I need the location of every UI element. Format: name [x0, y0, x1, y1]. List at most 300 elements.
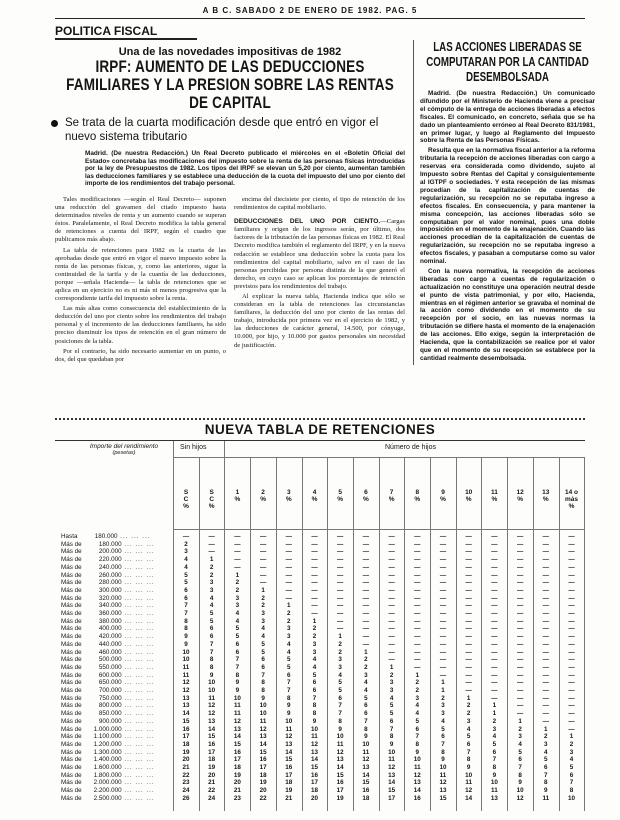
table-column-rule — [456, 457, 457, 811]
table-column-header: 6 % — [363, 489, 369, 503]
row-label-prefix: Más de — [61, 579, 82, 587]
table-cell: 1 — [235, 571, 240, 579]
table-cell: — — [491, 656, 498, 664]
table-cell: 14 — [182, 710, 190, 718]
row-label-amount: 650.000 — [98, 679, 122, 687]
table-column-rule — [533, 457, 534, 811]
row-label-prefix: Más de — [61, 656, 82, 664]
table-cell: 6 — [544, 764, 548, 771]
table-cell: 6 — [312, 679, 317, 687]
table-cell: 7 — [389, 725, 394, 733]
table-cell: 5 — [209, 617, 214, 625]
table-cell: 3 — [441, 702, 445, 710]
leader-dots: ... ... ... — [121, 756, 155, 764]
table-cell: 6 — [466, 740, 471, 748]
table-cell: 11 — [491, 787, 498, 795]
table-cell: 3 — [209, 586, 214, 594]
side-article — [413, 40, 595, 365]
table-cell: — — [337, 556, 344, 564]
table-column-header: S C % — [183, 489, 189, 510]
table-cell: — — [491, 533, 498, 540]
row-label-prefix: Más de — [61, 748, 82, 756]
table-cell: — — [568, 533, 575, 540]
leader-dots: ... ... ... — [121, 702, 155, 710]
leader-dots: ... ... ... — [121, 710, 155, 718]
leader-dots: ... ... ... — [121, 694, 155, 702]
table-column-rule — [224, 441, 225, 811]
leader-dots: ... ... ... — [121, 779, 155, 787]
table-cell: 10 — [233, 694, 241, 702]
table-cell: 16 — [182, 725, 190, 733]
lead-paragraph: Madrid. (De nuestra Redacción.) Un Real Decreto publicado el miércoles en el «Boletín Oficial del Estado» concretaba las modificaciones del impuesto sobre la renta de las personas físicas introducidas por la ley de Presupuestos de 1982. Los tipos del IRPF se elevan un 5,20 por ciento, aumentan también las deducciones familiares y se establece una deducción de la cuota del impuesto del uno por ciento del importe de los rendimientos del trabajo personal. — [85, 150, 405, 188]
leader-dots: ... ... ... — [121, 794, 155, 802]
table-cell: 7 — [492, 756, 497, 764]
table-row-label — [61, 649, 155, 656]
table-cell: 4 — [287, 640, 291, 648]
table-cell: — — [414, 633, 421, 641]
table-cell: — — [465, 625, 472, 633]
table-cell: 8 — [209, 663, 214, 671]
table-cell: 3 — [184, 548, 188, 556]
table-column-header: 8 % — [414, 489, 421, 503]
table-cell: 7 — [287, 679, 291, 687]
row-label-amount: 280.000 — [98, 579, 122, 587]
table-cell: — — [234, 548, 241, 556]
row-label-prefix: Más de — [61, 717, 82, 725]
table-cell: 18 — [362, 794, 370, 802]
table-cell: 13 — [490, 794, 498, 802]
table-cell: — — [311, 548, 318, 556]
table-cell: — — [414, 602, 421, 610]
row-label-prefix: Más de — [61, 617, 82, 625]
table-cell: — — [542, 687, 549, 694]
table-column-header: 9 % — [440, 489, 446, 503]
table-cell: 10 — [490, 779, 498, 787]
table-row-label — [61, 795, 155, 802]
table-row-label — [61, 641, 155, 648]
row-label-prefix: Hasta — [61, 533, 78, 540]
table-cell: 5 — [261, 648, 265, 656]
table-cell: — — [568, 579, 575, 587]
table-cell: 4 — [389, 694, 394, 702]
table-cell: — — [568, 687, 575, 694]
table-cell: — — [568, 694, 575, 702]
table-cell: 15 — [362, 779, 370, 787]
table-cell: — — [568, 717, 575, 725]
table-cell: 19 — [285, 787, 293, 795]
table-cell: — — [234, 556, 241, 564]
table-cell: 21 — [285, 794, 293, 802]
leader-dots: ... ... ... — [121, 733, 155, 741]
table-cell: — — [362, 579, 370, 587]
table-cell: — — [362, 548, 370, 556]
table-cell: — — [439, 579, 447, 587]
table-cell: — — [388, 571, 395, 579]
table-cell: 20 — [259, 787, 267, 795]
table-row-label — [61, 556, 155, 563]
table-cell: 4 — [518, 740, 522, 748]
table-cell: 8 — [209, 656, 214, 664]
table-cell: 4 — [287, 648, 291, 656]
table-row-label — [61, 579, 155, 586]
table-cell: 2 — [261, 594, 265, 602]
leader-dots: ... ... ... — [121, 656, 155, 664]
table-cell: — — [414, 663, 421, 671]
table-cell: 14 — [285, 748, 293, 756]
table-column-rule — [199, 457, 200, 811]
row-label-prefix: Más de — [61, 610, 82, 617]
table-cell: 10 — [208, 687, 216, 694]
row-label-prefix: Más de — [61, 556, 82, 564]
table-cell: — — [465, 540, 472, 548]
table-cell: — — [388, 594, 395, 602]
article-columns — [55, 196, 405, 366]
table-cell: — — [568, 540, 575, 548]
row-label-amount: 2.200.000 — [93, 787, 122, 795]
table-cell: — — [362, 556, 370, 564]
row-label-amount: 850.000 — [98, 710, 122, 718]
table-cell: 19 — [259, 779, 267, 787]
table-cell: 15 — [182, 717, 190, 725]
table-cell: 22 — [208, 787, 216, 795]
row-label-prefix: Más de — [61, 710, 82, 718]
table-cell: — — [414, 586, 421, 594]
main-article — [55, 22, 405, 366]
table-cell: — — [285, 579, 292, 587]
table-row-label — [61, 787, 155, 794]
table-cell: 17 — [233, 756, 241, 764]
table-cell: — — [337, 586, 344, 594]
table-cell: 2 — [312, 625, 317, 633]
row-label-prefix: Más de — [61, 733, 82, 741]
table-cell: 3 — [492, 725, 497, 733]
table-cell: 6 — [441, 733, 445, 741]
row-label-amount: 500.000 — [98, 656, 122, 664]
table-cell: 1 — [415, 671, 420, 679]
table-cell: 9 — [441, 756, 445, 764]
income-header — [59, 443, 189, 456]
table-cell: — — [337, 617, 344, 625]
table-cell: 11 — [208, 694, 216, 702]
table-cell: — — [568, 640, 575, 648]
row-label-prefix: Más de — [61, 771, 82, 779]
row-label-amount: 180.000 — [98, 540, 122, 548]
table-row-label — [61, 564, 155, 571]
table-row-label — [61, 587, 155, 594]
table-cell: 6 — [209, 633, 214, 641]
table-cell: 2 — [338, 640, 342, 648]
table-cell: — — [388, 640, 395, 648]
table-cell: 6 — [261, 663, 265, 671]
table-cell: — — [337, 540, 344, 548]
table-row-label — [61, 764, 155, 771]
table-cell: — — [491, 563, 498, 571]
table-cell: 2 — [492, 717, 497, 725]
table-cell: — — [259, 540, 267, 548]
table-cell: 2 — [209, 571, 214, 579]
table-cell: 17 — [388, 794, 396, 802]
table-cell: — — [568, 710, 575, 718]
table-cell: 14 — [465, 794, 473, 802]
table-cell: 6 — [312, 687, 317, 694]
table-cell: 15 — [259, 748, 267, 756]
table-cell: — — [465, 633, 472, 641]
table-cell: — — [516, 694, 524, 702]
table-row-label — [61, 687, 155, 694]
income-header-label: Importe del rendimiento — [89, 443, 159, 450]
row-label-amount: 550.000 — [98, 663, 122, 671]
table-cell: — — [337, 594, 344, 602]
table-cell: 12 — [516, 794, 524, 802]
table-cell: 15 — [233, 740, 241, 748]
table-cell: — — [362, 633, 370, 641]
table-row-rule — [173, 529, 585, 530]
table-cell: 9 — [235, 687, 240, 694]
table-cell: 16 — [362, 787, 370, 795]
table-cell: — — [414, 617, 421, 625]
table-cell: 7 — [235, 663, 240, 671]
table-cell: — — [439, 656, 447, 664]
table-cell: 5 — [287, 656, 291, 664]
table-cell: 10 — [285, 717, 293, 725]
table-cell: 2 — [518, 725, 522, 733]
table-cell: 20 — [233, 779, 241, 787]
table-cell: 5 — [518, 748, 522, 756]
table-cell: 16 — [336, 779, 344, 787]
table-cell: — — [542, 594, 549, 602]
table-cell: 4 — [569, 756, 574, 764]
table-cell: 13 — [336, 756, 344, 764]
table-cell: — — [311, 610, 318, 617]
header-rule — [55, 18, 585, 19]
table-cell: 6 — [235, 640, 240, 648]
table-cell: 12 — [310, 740, 318, 748]
table-row-label — [61, 595, 155, 602]
table-cell: 7 — [287, 687, 291, 694]
table-cell: 9 — [544, 787, 548, 795]
table-cell: 8 — [364, 725, 368, 733]
table-cell: 5 — [441, 725, 445, 733]
table-cell: — — [337, 610, 344, 617]
table-cell: 3 — [209, 579, 214, 587]
table-cell: — — [542, 533, 549, 540]
table-column-rule — [302, 457, 303, 811]
table-cell: — — [465, 579, 472, 587]
table-cell: — — [568, 702, 575, 710]
table-cell: — — [337, 548, 344, 556]
table-cell: — — [542, 694, 549, 702]
table-cell: 5 — [261, 640, 265, 648]
table-cell: 13 — [259, 733, 267, 741]
table-cell: 1 — [466, 694, 471, 702]
row-label-amount: 1.300.000 — [93, 748, 122, 756]
table-cell: — — [362, 533, 370, 540]
table-cell: 8 — [184, 617, 188, 625]
table-row-label — [61, 756, 155, 763]
table-cell: 1 — [492, 702, 497, 710]
leader-dots: ... ... ... — [121, 687, 155, 694]
row-label-amount: 1.000.000 — [93, 725, 122, 733]
table-cell: 14 — [259, 740, 267, 748]
table-cell: 2 — [312, 633, 317, 641]
table-cell: 10 — [182, 648, 190, 656]
table-cell: 3 — [415, 694, 420, 702]
headline: IRPF: AUMENTO DE LAS DEDUCCIONES FAMILIARES Y LA PRESION SOBRE LAS RENTAS DE CAPITAL — [66, 58, 394, 112]
subhead: DEDUCCIONES DEL UNO POR CIENTO. — [234, 218, 381, 226]
table-cell: 4 — [261, 633, 265, 641]
table-column-rule — [173, 441, 174, 811]
row-label-amount: 1.600.000 — [93, 764, 122, 771]
table-cell: 3 — [312, 648, 317, 656]
table-cell: — — [414, 625, 421, 633]
table-cell: 9 — [287, 710, 291, 718]
table-cell: 3 — [518, 733, 522, 741]
table-cell: — — [568, 586, 575, 594]
table-cell: 6 — [389, 717, 394, 725]
table-cell: — — [465, 656, 472, 664]
table-cell: 8 — [312, 710, 317, 718]
table-cell: — — [362, 594, 370, 602]
table-cell: — — [491, 540, 498, 548]
table-cell: 21 — [233, 787, 241, 795]
table-cell: 5 — [389, 710, 394, 718]
table-cell: — — [491, 548, 498, 556]
table-cell: 2 — [466, 702, 471, 710]
table-cell: 14 — [413, 787, 421, 795]
table-cell: — — [285, 548, 292, 556]
table-cell: 7 — [364, 717, 368, 725]
table-cell: 2 — [261, 602, 265, 610]
table-cell: 4 — [184, 563, 188, 571]
leader-dots: ... ... ... — [121, 671, 155, 679]
table-cell: — — [491, 663, 498, 671]
table-cell: 23 — [182, 779, 190, 787]
row-label-prefix: Más de — [61, 625, 82, 633]
table-cell: 6 — [261, 656, 265, 664]
row-label-amount: 320.000 — [98, 594, 122, 602]
table-cell: 16 — [259, 756, 267, 764]
table-cell: 16 — [208, 740, 216, 748]
table-cell: 8 — [261, 679, 265, 687]
section-label: POLITICA FISCAL — [55, 24, 197, 40]
paragraph: Resulta que en la normativa fiscal anterior a la reforma tributaria la recepción de acciones liberadas con cargo a reservas era considerada como dividendo, sujeto al Impuesto sobre Rentas del Capital y consiguientemente al IGTPF o sociedades. Y esta recepción de las mismas procedían de la capitalización de cuentas de regularización, su recepción no se reputaba ingreso a efectos fiscales. En consecuencia, y para mantener la misma concepción, las acciones liberadas sólo se computaban por el valor nominal, pues una doble imposición en el momento de la enajenación. Cuando las acciones procedían de la capitalización de cuentas de regularización, su recepción no se reputaba ingreso a efectos fiscales, y pasaban a computarse como su valor nominal. — [420, 147, 595, 266]
row-label-amount: 400.000 — [98, 625, 122, 633]
table-cell: — — [568, 563, 575, 571]
table-cell: 9 — [518, 779, 522, 787]
table-row-label — [61, 572, 155, 579]
table-cell: 12 — [208, 702, 216, 710]
table-cell: 12 — [182, 687, 190, 694]
table-cell: 5 — [492, 740, 497, 748]
table-cell: — — [491, 586, 498, 594]
table-row-label — [61, 664, 155, 671]
table-cell: 10 — [567, 794, 575, 802]
table-cell: 4 — [209, 594, 214, 602]
table-cell: — — [568, 571, 575, 579]
table-title: NUEVA TABLA DE RETENCIONES — [204, 422, 436, 437]
table-cell: 5 — [235, 625, 240, 633]
table-cell: 19 — [182, 748, 190, 756]
table-cell: 12 — [465, 787, 473, 795]
table-cell: — — [491, 640, 498, 648]
table-cell: — — [362, 617, 370, 625]
table-cell: — — [259, 563, 267, 571]
table-cell: 4 — [441, 717, 445, 725]
table-cell: 3 — [235, 602, 240, 610]
table-cell: 5 — [364, 694, 368, 702]
table-cell: — — [568, 548, 575, 556]
table-cell: 22 — [182, 771, 190, 779]
side-body — [420, 90, 595, 363]
table-cell: 8 — [518, 771, 522, 779]
table-cell: 5 — [312, 671, 317, 679]
table-cell: — — [439, 586, 447, 594]
leader-dots: ... ... ... — [121, 633, 155, 641]
table-cell: 1 — [338, 633, 342, 641]
table-column-header: 3 % — [285, 489, 292, 503]
table-cell: 4 — [209, 602, 214, 610]
table-cell: — — [491, 625, 498, 633]
table-cell: 12 — [182, 679, 190, 687]
table-cell: — — [516, 594, 524, 602]
table-cell: 5 — [569, 764, 574, 771]
article-column-2 — [234, 196, 405, 366]
table-cell: 7 — [312, 694, 317, 702]
row-label-amount: 300.000 — [98, 586, 122, 594]
table-cell: — — [568, 648, 575, 656]
table-cell: — — [465, 671, 472, 679]
table-cell: — — [311, 586, 318, 594]
table-cell: — — [568, 663, 575, 671]
table-row-label — [61, 710, 155, 717]
table-cell: 11 — [311, 733, 318, 741]
table-cell: — — [516, 625, 524, 633]
leader-dots: ... ... ... — [121, 540, 155, 548]
table-cell: — — [465, 687, 472, 694]
table-cell: 2 — [415, 687, 420, 694]
table-cell: — — [491, 617, 498, 625]
table-cell: 6 — [492, 748, 497, 756]
table-cell: — — [337, 625, 344, 633]
table-cell: — — [285, 533, 292, 540]
table-cell: — — [337, 563, 344, 571]
table-cell: — — [516, 540, 524, 548]
table-cell: 4 — [338, 671, 342, 679]
table-row-label — [61, 672, 155, 679]
section-divider — [55, 418, 585, 420]
table-cell: — — [516, 563, 524, 571]
table-cell: 2 — [235, 579, 240, 587]
table-cell: 13 — [310, 748, 318, 756]
table-cell: 16 — [285, 764, 293, 771]
table-cell: — — [516, 663, 524, 671]
leader-dots: ... ... ... — [121, 571, 155, 579]
table-cell: 4 — [364, 687, 368, 694]
table-cell: 3 — [287, 625, 291, 633]
table-cell: 19 — [233, 771, 241, 779]
table-cell: — — [362, 540, 370, 548]
table-cell: 18 — [208, 756, 216, 764]
table-cell: 18 — [182, 740, 190, 748]
table-cell: 3 — [338, 663, 342, 671]
table-cell: — — [311, 571, 318, 579]
leader-dots: ... ... ... — [121, 740, 155, 748]
table-cell: 9 — [209, 671, 214, 679]
table-column-header: 1 % — [234, 489, 241, 503]
table-cell: — — [182, 533, 190, 540]
table-cell: 21 — [182, 764, 190, 771]
table-cell: — — [491, 633, 498, 641]
